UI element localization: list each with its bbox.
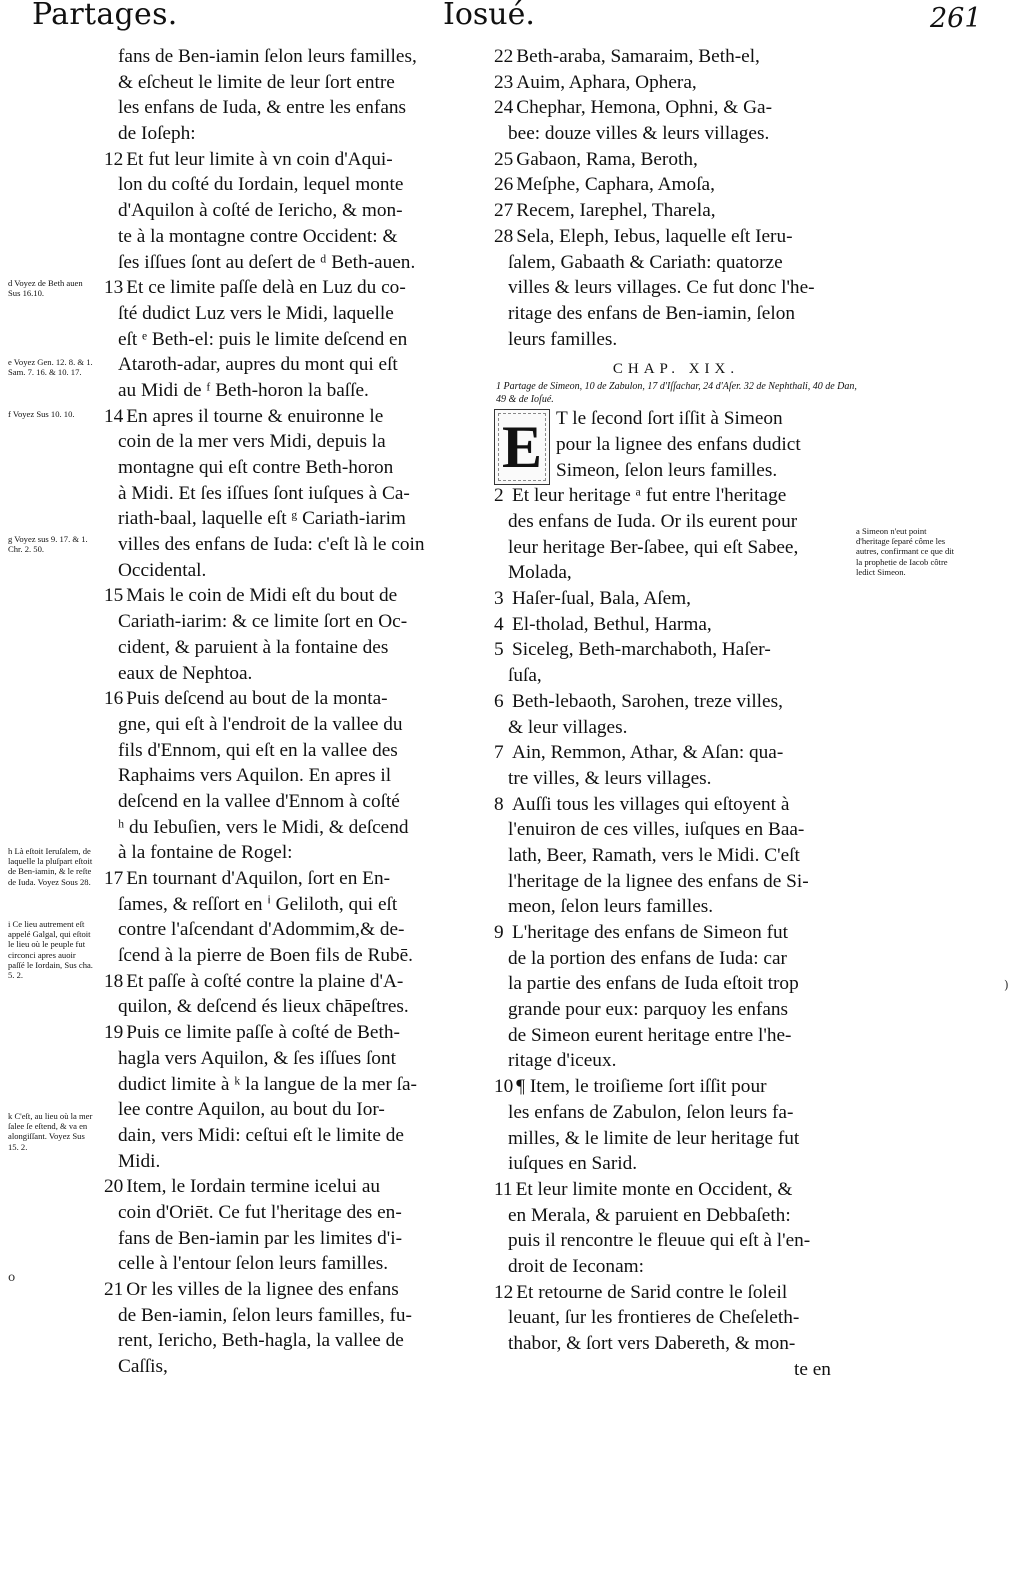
verse-number: 2	[494, 485, 504, 507]
verse-text: grande pour eux: parquoy les enfans	[508, 999, 789, 1021]
verse-text: de la portion des enfans de Iuda: car	[508, 947, 787, 969]
text-line	[494, 1305, 858, 1331]
verse-text: Auim, Aphara, Ophera,	[516, 71, 697, 93]
running-head-title: Iosué.	[443, 0, 535, 32]
verse-text: milles, & le limite de leur heritage fut	[508, 1127, 800, 1149]
verse-text: & leur villages.	[508, 716, 628, 738]
verse-text: coin d'Oriēt. Ce fut l'heritage des en-	[118, 1201, 402, 1223]
margin-note-k: k C'eſt, au lieu où la mer ſalee ſe eſtend, & va en alongiſſant. Voyez Sus 15. 2.	[8, 1111, 93, 1152]
verse-number: 14	[104, 405, 124, 427]
verse-text: Et paſſe à coſté contre la plaine d'A-	[126, 970, 404, 992]
verse-text: te à la montagne contre Occident: &	[118, 225, 398, 247]
text-line	[494, 1254, 858, 1280]
verse-text: lon du coſté du Iordain, lequel monte	[118, 174, 404, 196]
verse-number: 11	[494, 1178, 513, 1200]
verse-number: 3	[494, 588, 504, 610]
text-line	[494, 894, 858, 920]
text-line	[104, 378, 476, 404]
text-line	[494, 327, 858, 353]
verse-number: 28	[494, 225, 514, 247]
text-line	[104, 1251, 476, 1277]
verse-text: Ain, Remmon, Athar, & Aſan: qua-	[512, 742, 784, 764]
verse-text: Or les villes de la lignee des enfans	[126, 1279, 399, 1300]
verse-text: contre l'aſcendant d'Adommim,& de-	[118, 919, 405, 941]
margin-note-e: e Voyez Gen. 12. 8. & 1. Sam. 7. 16. & 10. 17.	[8, 357, 93, 378]
verse-text: rent, Iericho, Beth-hagla, la vallee de	[118, 1330, 404, 1352]
verse-text: ſuſa,	[508, 665, 542, 687]
verse-text: Beth-lebaoth, Sarohen, treze villes,	[512, 690, 783, 712]
verse-text: en Merala, & paruient en Debbaſeth:	[508, 1204, 791, 1226]
verse-text: Midi.	[118, 1150, 161, 1172]
verse-text: Et leur heritage ᵃ fut entre l'heritage	[512, 485, 787, 507]
verse-line	[494, 1074, 858, 1100]
verse-number: 17	[104, 868, 124, 889]
verse-text: ſames, & reſſort en ⁱ Geliloth, qui eſt	[118, 893, 398, 915]
verse-line	[104, 275, 476, 301]
verse-text: ritage des enfans de Ben-iamin, ſelon	[508, 302, 795, 324]
text-line	[104, 943, 476, 969]
verse-number: 27	[494, 200, 514, 222]
verse-number: 20	[104, 1176, 124, 1198]
margin-note-g: g Voyez sus 9. 17. & 1. Chr. 2. 50.	[8, 534, 88, 555]
verse-number: 24	[494, 97, 514, 119]
verse-number: 13	[104, 277, 124, 299]
verse-text: leurs familles.	[508, 328, 618, 350]
right-column-verses-top	[494, 44, 858, 352]
verse-text: ritage d'iceux.	[508, 1050, 617, 1072]
verse-text: iuſques en Sarid.	[508, 1153, 638, 1175]
verse-text: Sela, Eleph, Iebus, laquelle eſt Ieru-	[516, 225, 793, 247]
verse-text: les enfans de Iuda, & entre les enfans	[118, 97, 407, 119]
text-line	[104, 917, 476, 943]
running-head-left: Partages.	[32, 0, 178, 32]
verse-text: En tournant d'Aquilon, ſort en En-	[126, 868, 391, 889]
verse-line	[494, 224, 858, 250]
verse-number: 15	[104, 585, 124, 607]
text-line	[104, 1354, 476, 1380]
text-line	[104, 1303, 476, 1329]
text-line	[104, 224, 476, 250]
text-line	[494, 1100, 858, 1126]
verse-line	[494, 637, 858, 663]
verse-text: El-tholad, Bethul, Harma,	[512, 613, 712, 635]
text-line	[104, 506, 476, 532]
right-text-column	[494, 44, 858, 1382]
text-line	[494, 663, 858, 689]
verse-text: Et retourne de Sarid contre le ſoleil	[516, 1281, 788, 1303]
page-number: 261	[930, 3, 982, 34]
verse-text: Puis deſcend au bout de la monta-	[126, 688, 388, 710]
verse-text: Gabaon, Rama, Beroth,	[516, 148, 698, 170]
margin-note-h: h Là eſtoit Ieruſalem, de laquelle la pluſpart eſtoit de Ben-iamin, & le reſte de Iuda. Voyez Sous 28.	[8, 846, 93, 887]
catchword: te en	[794, 1358, 831, 1380]
text-line	[104, 892, 476, 918]
verse-number: 9	[494, 922, 504, 943]
verse-text: l'enuiron de ces villes, iuſques en Baa-	[508, 819, 805, 841]
verse-line	[104, 1277, 476, 1303]
chapter-opening	[494, 406, 858, 483]
text-line	[104, 1123, 476, 1149]
text-line	[104, 789, 476, 815]
verse-line	[494, 172, 858, 198]
text-line	[494, 766, 858, 792]
verse-text: de Simeon eurent heritage entre l'he-	[508, 1024, 792, 1046]
text-line	[104, 738, 476, 764]
text-line	[104, 532, 476, 558]
verse-line	[104, 404, 476, 430]
verse-text: à la fontaine de Rogel:	[118, 842, 293, 864]
text-line	[494, 1126, 858, 1152]
verse-line	[494, 95, 858, 121]
text-line	[494, 301, 858, 327]
verse-number: 7	[494, 742, 504, 764]
text-line	[104, 327, 476, 353]
text-line	[494, 250, 858, 276]
verse-line	[494, 740, 858, 766]
verse-text: villes des enfans de Iuda: c'eſt là le coin	[118, 534, 425, 556]
verse-text: à Midi. Et ſes iſſues ſont iuſques à Ca-	[118, 482, 410, 504]
verse-number: 12	[104, 148, 124, 170]
text-line	[104, 840, 476, 866]
verse-text: ſalem, Gabaath & Cariath: quatorze	[508, 251, 783, 273]
verse-text: lath, Beer, Ramath, vers le Midi. C'eſt	[508, 844, 800, 866]
chapter-first-line: T le ſecond ſort iſſit à Simeon	[556, 408, 783, 430]
text-line	[104, 250, 476, 276]
verse-text: bee: douze villes & leurs villages.	[508, 123, 770, 145]
verse-text: ¶ Item, le troiſieme ſort iſſit pour	[516, 1076, 767, 1098]
verse-text: coin de la mer vers Midi, depuis la	[118, 431, 386, 453]
verse-text: villes & leurs villages. Ce fut donc l'he-	[508, 277, 815, 299]
ink-mark: )	[1004, 978, 1009, 992]
verse-text: eſt ᵉ Beth-el: puis le limite deſcend en	[118, 328, 408, 350]
text-line	[494, 1203, 858, 1229]
text-line	[494, 275, 858, 301]
text-line	[104, 558, 476, 584]
text-line	[104, 609, 476, 635]
text-line	[104, 429, 476, 455]
verse-text: au Midi de ᶠ Beth-horon la baſſe.	[118, 379, 369, 401]
verse-line	[494, 586, 858, 612]
text-line	[104, 635, 476, 661]
verse-text: Molada,	[508, 562, 572, 584]
verse-text: Puis ce limite paſſe à coſté de Beth-	[126, 1022, 400, 1044]
text-line	[494, 971, 858, 997]
text-line	[104, 44, 476, 70]
text-line	[104, 481, 476, 507]
verse-line	[494, 70, 858, 96]
verse-text: thabor, & ſort vers Dabereth, & mon-	[508, 1333, 796, 1354]
verse-number: 16	[104, 688, 124, 710]
verse-text: leur heritage Ber-ſabee, qui eſt Sabee,	[508, 536, 799, 558]
verse-text: Mais le coin de Midi eſt du bout de	[126, 585, 398, 607]
verse-text: montagne qui eſt contre Beth-horon	[118, 457, 394, 478]
text-line	[104, 1072, 476, 1098]
verse-line	[494, 198, 858, 224]
text-line	[494, 1228, 858, 1254]
verse-text: puis il rencontre le fleuue qui eſt à l'en-	[508, 1230, 811, 1252]
verse-text: ſcend à la pierre de Boen fils de Rubē.	[118, 945, 413, 967]
text-line	[494, 715, 858, 741]
margin-note-f: f Voyez Sus 10. 10.	[8, 409, 75, 419]
verse-number: 4	[494, 613, 504, 635]
verse-text: & eſcheut le limite de leur ſort entre	[118, 71, 395, 93]
verse-text: lee contre Aquilon, au bout du Ior-	[118, 1099, 385, 1121]
text-line	[494, 560, 858, 586]
verse-line	[104, 866, 476, 892]
verse-text: d'Aquilon à coſté de Iericho, & mon-	[118, 200, 403, 222]
verse-text: de Ben-iamin, ſelon leurs familles, fu-	[118, 1304, 412, 1326]
verse-line	[104, 1020, 476, 1046]
text-line	[104, 763, 476, 789]
verse-text: l'heritage de la lignee des enfans de Si-	[508, 870, 809, 892]
margin-note-a: a Simeon n'eut point d'heritage ſeparé côme les autres, confirmant ce que dit la prophetie de Iacob côtre ledict Simeon.	[856, 526, 955, 577]
text-line	[104, 95, 476, 121]
text-line	[494, 1048, 858, 1074]
left-text-column	[104, 44, 476, 1380]
verse-text: Ataroth-adar, aupres du mont qui eſt	[118, 354, 398, 376]
text-line	[104, 1097, 476, 1123]
verse-text: cident, & paruient à la fontaine des	[118, 636, 389, 658]
verse-text: quilon, & deſcend és lieux chāpeſtres.	[118, 996, 409, 1018]
verse-number: 18	[104, 970, 124, 992]
text-line	[494, 1151, 858, 1177]
text-line	[104, 712, 476, 738]
text-line	[104, 121, 476, 147]
text-line	[104, 172, 476, 198]
verse-text: celle à l'entour ſelon leurs familles.	[118, 1253, 389, 1275]
verse-text: deſcend en la vallee d'Ennom à coſté	[118, 790, 400, 812]
verse-number: 25	[494, 148, 514, 170]
margin-note-i: i Ce lieu autrement eſt appelé Galgal, qui eſtoit le lieu où le peuple fut circonci apres auoir paſſé le Iordain, Sus cha. 5. 2.	[8, 919, 93, 981]
verse-text: ſes iſſues ſont au deſert de ᵈ Beth-auen.	[118, 251, 416, 273]
verse-line	[104, 1174, 476, 1200]
ink-mark: o	[8, 1270, 16, 1284]
verse-text: Et fut leur limite à vn coin d'Aqui-	[126, 148, 393, 170]
verse-text: fans de Ben-iamin ſelon leurs familles,	[118, 46, 417, 67]
verse-line	[494, 792, 858, 818]
verse-text: gne, qui eſt à l'endroit de la vallee du	[118, 713, 403, 735]
verse-text: L'heritage des enfans de Simeon fut	[512, 922, 789, 943]
verse-text: Chephar, Hemona, Ophni, & Ga-	[516, 97, 772, 119]
verse-text: les enfans de Zabulon, ſelon leurs fa-	[508, 1101, 794, 1123]
verse-line	[104, 147, 476, 173]
verse-text: tre villes, & leurs villages.	[508, 767, 712, 789]
verse-number: 10	[494, 1076, 514, 1098]
right-column-verses-bottom	[494, 483, 858, 1356]
text-line	[104, 1328, 476, 1354]
verse-text: leuant, ſur les frontieres de Cheſeleth-	[508, 1307, 800, 1329]
text-line	[104, 352, 476, 378]
chapter-first-line: Simeon, ſelon leurs familles.	[556, 459, 778, 481]
text-line	[104, 198, 476, 224]
text-line	[494, 997, 858, 1023]
verse-text: Auſſi tous les villages qui eſtoyent à	[512, 793, 790, 815]
verse-text: ʰ du Iebuſien, vers le Midi, & deſcend	[118, 816, 409, 838]
text-line	[494, 1331, 858, 1357]
verse-line	[104, 686, 476, 712]
text-line	[104, 301, 476, 327]
verse-text: fils d'Ennom, qui eſt en la vallee des	[118, 739, 398, 761]
text-line	[104, 815, 476, 841]
text-line	[494, 509, 858, 535]
verse-text: droit de Ieconam:	[508, 1255, 644, 1277]
chapter-summary: 1 Partage de Simeon, 10 de Zabulon, 17 d'Iſſachar, 24 d'Aſer. 32 de Nephthali, 40 de Dan, 49 & de Ioſué.	[496, 381, 857, 406]
text-line	[104, 455, 476, 481]
verse-line	[494, 147, 858, 173]
verse-text: eaux de Nephtoa.	[118, 662, 253, 684]
verse-number: 21	[104, 1279, 124, 1300]
text-line	[104, 1200, 476, 1226]
verse-text: la partie des enfans de Iuda eſtoit trop	[508, 973, 799, 995]
text-line	[494, 843, 858, 869]
text-line	[104, 70, 476, 96]
verse-number: 23	[494, 71, 514, 93]
verse-text: de Ioſeph:	[118, 123, 196, 145]
verse-number: 22	[494, 46, 514, 67]
text-line	[104, 994, 476, 1020]
verse-line	[494, 1280, 858, 1306]
verse-number: 19	[104, 1022, 124, 1044]
verse-number: 26	[494, 174, 514, 196]
verse-line	[494, 612, 858, 638]
verse-text: Meſphe, Caphara, Amoſa,	[516, 174, 715, 196]
verse-text: Occidental.	[118, 559, 207, 581]
text-line	[104, 1046, 476, 1072]
text-line	[494, 121, 858, 147]
verse-text: Et ce limite paſſe delà en Luz du co-	[126, 277, 406, 299]
text-line	[494, 869, 858, 895]
verse-line	[494, 483, 858, 509]
text-line	[494, 946, 858, 972]
text-line	[104, 661, 476, 687]
verse-number: 5	[494, 639, 504, 661]
margin-note-d: d Voyez de Beth auen Sus 16.10.	[8, 278, 83, 299]
text-line	[494, 535, 858, 561]
chapter-first-line: pour la lignee des enfans dudict	[556, 433, 801, 455]
verse-number: 6	[494, 690, 504, 712]
text-line	[104, 1226, 476, 1252]
verse-number: 12	[494, 1281, 514, 1303]
verse-line	[104, 583, 476, 609]
verse-text: dain, vers Midi: ceſtui eſt le limite de	[118, 1124, 404, 1146]
verse-text: Haſer-ſual, Bala, Aſem,	[512, 588, 691, 610]
text-line	[104, 1149, 476, 1175]
verse-text: Item, le Iordain termine icelui au	[126, 1176, 381, 1198]
verse-line	[494, 920, 858, 946]
verse-text: Et leur limite monte en Occident, &	[515, 1178, 793, 1200]
verse-text: meon, ſelon leurs familles.	[508, 896, 714, 918]
verse-text: hagla vers Aquilon, & ſes iſſues ſont	[118, 1047, 396, 1069]
verse-line	[494, 44, 858, 70]
text-line	[494, 1023, 858, 1049]
verse-line	[494, 1177, 858, 1203]
text-line	[494, 817, 858, 843]
verse-text: Siceleg, Beth-marchaboth, Haſer-	[512, 639, 771, 661]
verse-text: ſté dudict Luz vers le Midi, laquelle	[118, 302, 394, 324]
verse-text: dudict limite à ᵏ la langue de la mer ſa-	[118, 1073, 417, 1095]
verse-text: Raphaims vers Aquilon. En apres il	[118, 765, 392, 787]
verse-text: Caſſis,	[118, 1356, 168, 1378]
verse-text: Cariath-iarim: & ce limite ſort en Oc-	[118, 611, 408, 633]
verse-line	[494, 689, 858, 715]
verse-line	[104, 969, 476, 995]
verse-text: Beth-araba, Samaraim, Beth-el,	[516, 46, 760, 67]
verse-text: riath-baal, laquelle eſt ᵍ Cariath-iarim	[118, 508, 406, 530]
verse-text: Recem, Iarephel, Tharela,	[516, 200, 716, 222]
verse-text: des enfans de Iuda. Or ils eurent pour	[508, 511, 798, 532]
verse-number: 8	[494, 793, 504, 815]
decorated-initial-icon: E	[494, 409, 550, 485]
verse-text: En apres il tourne & enuironne le	[126, 405, 384, 427]
chapter-heading: CHAP. XIX.	[612, 361, 740, 378]
verse-text: fans de Ben-iamin par les limites d'i-	[118, 1227, 403, 1249]
